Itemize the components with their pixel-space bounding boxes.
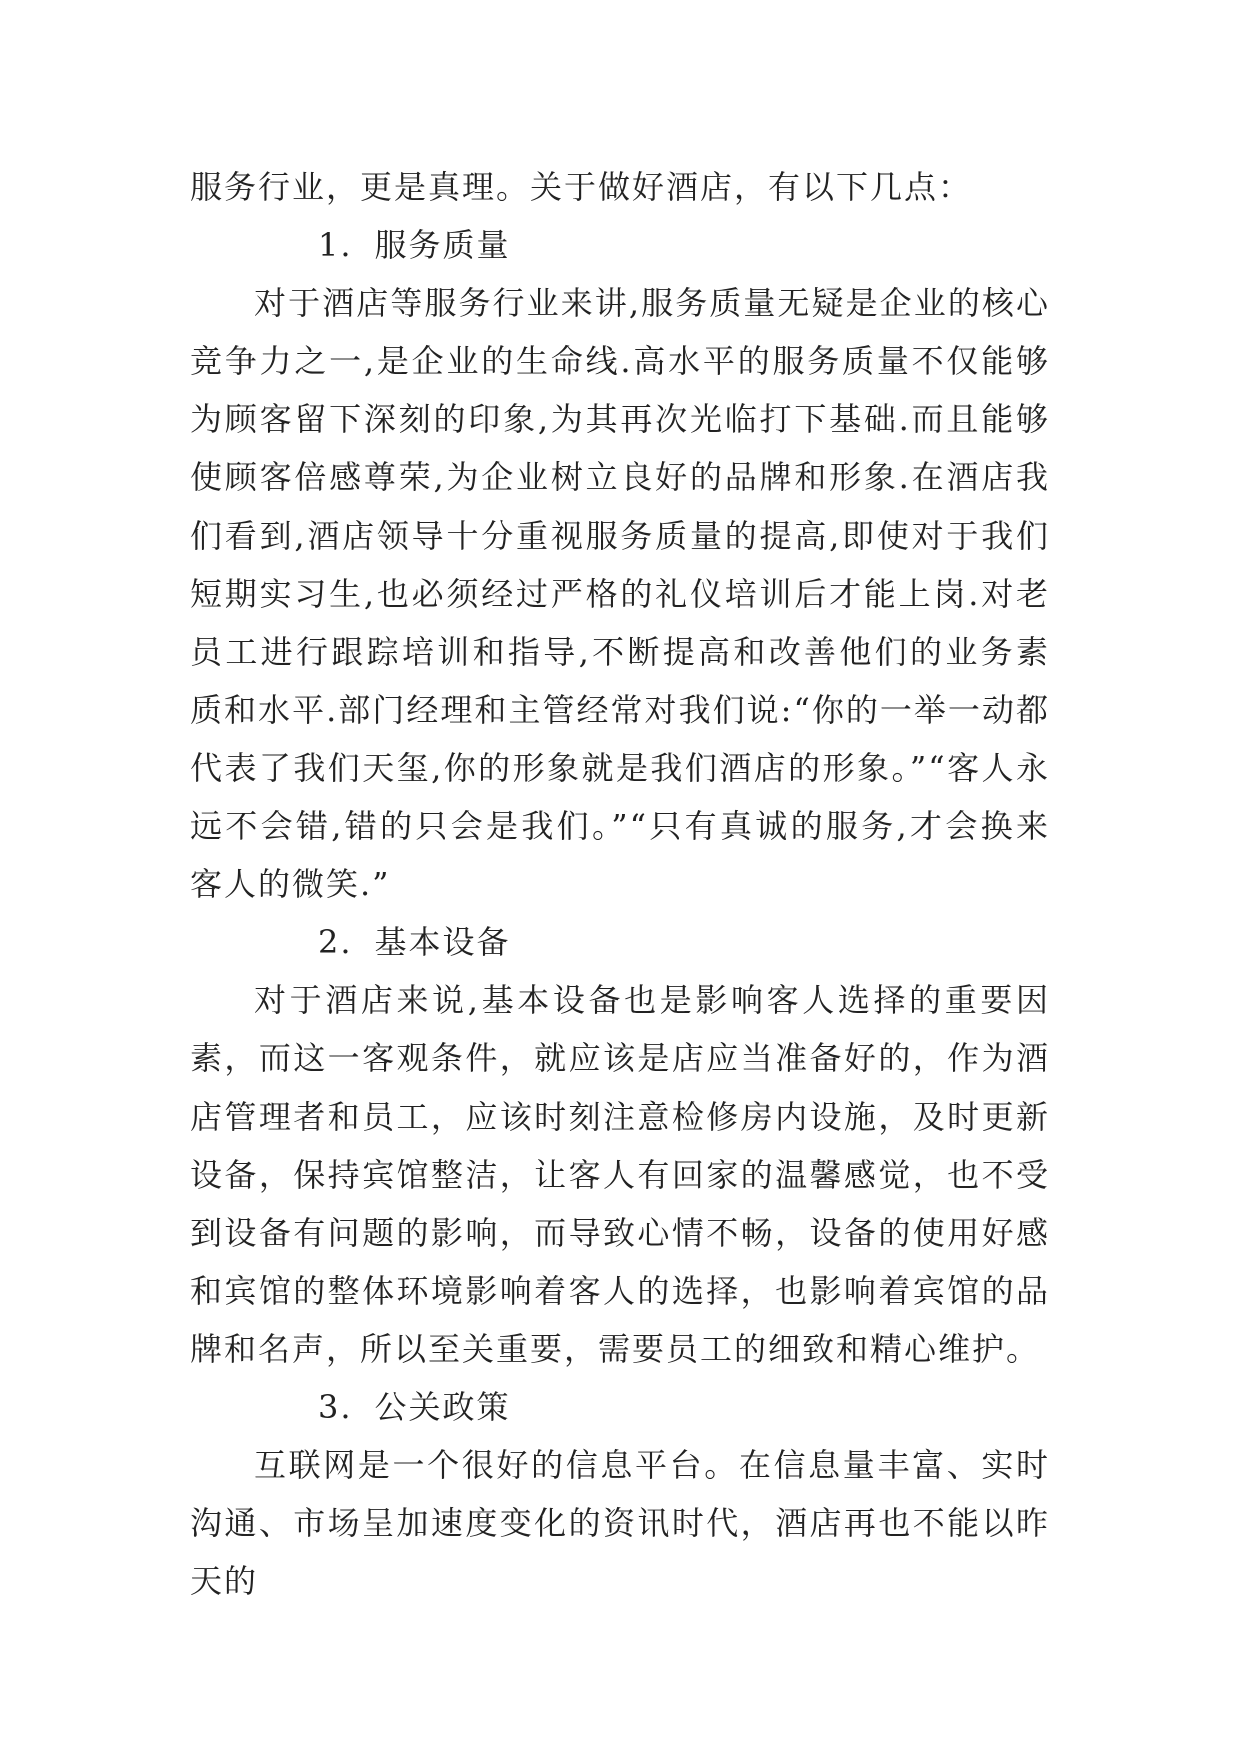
section-title: 服务质量: [374, 226, 511, 265]
section-body-service-quality: 对于酒店等服务行业来讲,服务质量无疑是企业的核心竞争力之一,是企业的生命线.高水平的服务质量不仅能够为顾客留下深刻的印象,为其再次光临打下基础.而且能够使顾客倍感尊荣,为企业树立良好的品牌和形象.在酒店我们看到,酒店领导十分重视服务质量的提高,即使对于我们短期实习生,也必须经过严格的礼仪培训后才能上岗.对老员工进行跟踪培训和指导,不断提高和改善他们的业务素质和水平.部门经理和主管经常对我们说:“你的一举一动都代表了我们天玺,你的形象就是我们酒店的形象。”“客人永远不会错,错的只会是我们。”“只有真诚的服务,才会换来客人的微笑.”: [190, 284, 1050, 904]
section-heading-basic-equipment: [190, 913, 1050, 971]
document-body: [190, 158, 1050, 1610]
section-heading-pr-policy: [190, 1378, 1050, 1436]
section-body-pr-policy: 互联网是一个很好的信息平台。在信息量丰富、实时沟通、市场呈加速度变化的资讯时代，酒店再也不能以昨天的: [190, 1446, 1050, 1601]
section-heading-service-quality: [190, 216, 1050, 274]
section-number: 3.: [318, 1387, 353, 1426]
section-number: 1.: [318, 226, 353, 265]
section-title: 基本设备: [374, 923, 511, 962]
section-body-basic-equipment: 对于酒店来说,基本设备也是影响客人选择的重要因素，而这一客观条件，就应该是店应当准备好的，作为酒店管理者和员工，应该时刻注意检修房内设施，及时更新设备，保持宾馆整洁，让客人有回家的温馨感觉，也不受到设备有问题的影响，而导致心情不畅，设备的使用好感和宾馆的整体环境影响着客人的选择，也影响着宾馆的品牌和名声，所以至关重要，需要员工的细致和精心维护。: [190, 981, 1050, 1368]
section-title: 公关政策: [374, 1387, 511, 1426]
section-number: 2.: [318, 923, 353, 962]
intro-paragraph-tail: 服务行业，更是真理。关于做好酒店，有以下几点：: [190, 168, 973, 206]
